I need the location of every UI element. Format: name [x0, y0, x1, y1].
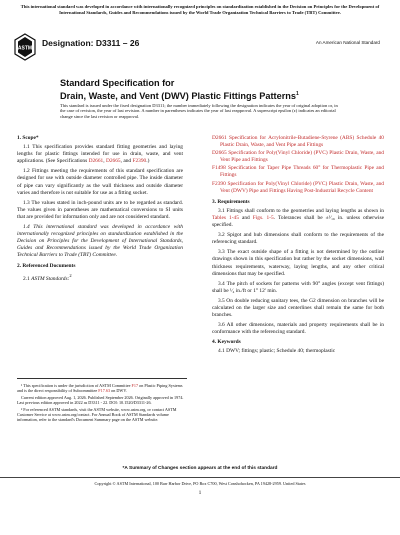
ref-code-f2390[interactable]: F2390: [212, 180, 226, 187]
left-column: [17, 135, 183, 285]
footnote-1: ¹ This specification is under the jurisdiction of ASTM Committee F17 on Plastic Piping Systems and is the direct responsibility of Subcommittee F17.63 on DWV.: [17, 383, 183, 394]
keywords-4-1: 4.1 DWV; fittings; plastic; Schedule 40; thermoplastic: [218, 348, 336, 355]
scope-1-3: 1.3 The values stated in inch-pound units are to be regarded as standard. The values given in parentheses are mathematical conversions to SI units that are provided for information only and are not considered standard.: [17, 199, 183, 220]
tbt-notice: This international standard was developed in accordance with internationally recognized principles on standardization established in the Decision on Principles for the Development of International Standards, Guides and Recommendations issued by the World Trade Organization Technical Barriers to Trade (TBT) Committee.: [20, 4, 380, 15]
subcommittee-link[interactable]: F17.63: [98, 388, 111, 394]
ref-code-d2661[interactable]: D2661: [212, 135, 227, 141]
page-number: 1: [198, 490, 202, 496]
scope-1-4: 1.4 This international standard was developed in accordance with internationally recognized principles on standardization established in the Decision on Principles for the Development of International Standards, Guides and Recommendations issued by the World Trade Organization Technical Barriers to Trade (TBT) Committee.: [17, 224, 183, 259]
reference-item: D2661 Specification for Acrylonitrile-Butadiene-Styrene (ABS) Schedule 40 Plastic Drain, Waste, and Vent Pipe and Fittings: [212, 135, 384, 149]
req-3-2: 3.2 Spigot and hub dimensions shall conform to the requirements of the referencing standard.: [212, 232, 384, 246]
footnotes: [17, 378, 187, 424]
reference-list: [212, 135, 384, 195]
right-column: [212, 135, 384, 359]
req-3-5: 3.5 On double reducing sanitary tees, the G2 dimension on branches will be calculated on the larger size and centerlines shall remain the same for both branches.: [212, 297, 384, 319]
ref-link-f2390[interactable]: F2390: [132, 158, 147, 165]
title-line-1: Standard Specification for: [60, 78, 175, 88]
footnote-2: ² For referenced ASTM standards, visit the ASTM website, www.astm.org, or contact ASTM Customer Service at www.astm.org/contact. For Annual Book of ASTM Standards volume information, refer to the standard's Document Summary page on the ASTM website.: [17, 406, 177, 423]
req-3-1: 3.1 Fittings shall conform to the geometries and laying lengths as shown in Tables 1-45 and Figs. 1-5. Tolerances shall be ±¹⁄₁₆ in. unless otherwise specified.: [212, 207, 384, 229]
issuance-note: This standard is issued under the fixed designation D3311; the number immediately following the designation indicates the year of original adoption or, in the case of revision, the year of last revision. A number in parentheses indicates the year of last reapproval. A superscript epsilon (ε) indicates an editorial change since the last revision or reapproval.: [60, 103, 338, 119]
footnote-1-edition: Current edition approved Aug. 1, 2026. Published September 2026. Originally approved in 1974. Last previous edition approved in 2022 as D3311 - 22. DOI: 10.1520/D3311-26.: [17, 394, 184, 406]
document-title: [60, 78, 350, 102]
designation: Designation: D3311 – 26: [42, 38, 140, 48]
refdocs-heading: 2. Referenced Documents: [17, 262, 76, 269]
svg-text:ASTM: ASTM: [17, 45, 33, 52]
committee-link[interactable]: F17: [131, 383, 139, 388]
tables-link[interactable]: Tables 1-45: [212, 214, 239, 221]
figs-link[interactable]: Figs. 1-5: [252, 214, 274, 221]
astm-logo-icon: [14, 33, 36, 61]
ref-code-f1498[interactable]: F1498: [212, 165, 226, 172]
scope-1-2: 1.2 Fittings meeting the requirements of this standard specification are designed for use with outside diameter controlled pipe. The inside diameter of pipe can vary significantly as the wall thickness and outside diameter varies and therefore is not suitable for use as a fitting socket.: [17, 168, 183, 196]
ref-link-d2665[interactable]: D2665: [105, 158, 121, 165]
keywords-heading: 4. Keywords: [212, 339, 241, 346]
reference-item: F1498 Specification for Taper Pipe Threads 60° for Thermoplastic Pipe and Fittings: [212, 165, 384, 179]
association-label: An American National Standard: [315, 40, 380, 45]
requirements-heading: 3. Requirements: [212, 198, 250, 205]
copyright-line: Copyright © ASTM International, 100 Barr Harbor Drive, PO Box C700, West Conshohocken, PA 19428-2959. United States: [0, 477, 400, 486]
reference-item: F2390 Specification for Poly(Vinyl Chloride) (PVC) Plastic Drain, Waste, and Vent (DWV) Pipe and Fittings Having Post-Industrial Recycle Content: [212, 180, 384, 194]
ref-link-d2661[interactable]: D2661: [88, 158, 104, 165]
title-line-2: Drain, Waste, and Vent (DWV) Plastic Fittings Patterns$^1$: [60, 91, 299, 102]
refdocs-2-1: 2.1 ASTM Standards:$^2$: [23, 272, 72, 282]
req-3-4: 3.4 The pitch of sockets for patterns with 90° angles (except vent fittings) shall be ¹⁄₄ in./ft or 1° 12′ min.: [212, 280, 384, 294]
reference-item: D2665 Specification for Poly(Vinyl Chloride) (PVC) Plastic Drain, Waste, and Vent Pipe and Fittings: [212, 150, 384, 164]
scope-heading: 1. Scope*: [17, 135, 39, 141]
ref-code-d2665[interactable]: D2665: [212, 150, 227, 157]
summary-of-changes-note: *A Summary of Changes section appears at the end of this standard: [122, 466, 278, 471]
scope-1-1: 1.1 This specification provides standard fitting geometries and laying lengths for plastic fittings intended for use in drain, waste, and vent applications. (See Specifications D2661, D2665, and F2390.): [17, 144, 183, 165]
req-3-6: 3.6 All other dimensions, materials and property requirements shall be in conformance with the referencing standard.: [212, 322, 384, 336]
req-3-3: 3.3 The exact outside shape of a fitting is not determined by the outline drawings shown in this specification but rather by the socket dimensions, wall thickness requirements, waterway, laying lengths, and any other critical dimensions that may be specified.: [212, 249, 384, 277]
